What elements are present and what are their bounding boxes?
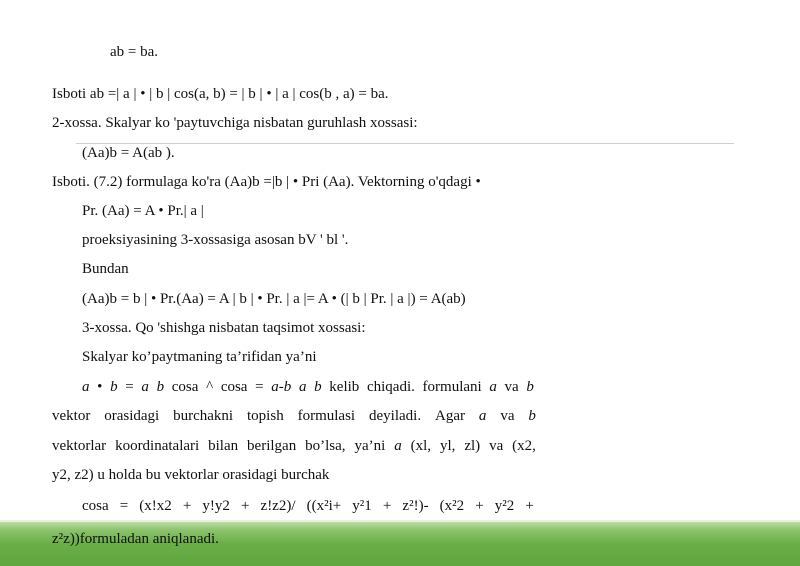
equation-projection: Pr. (Aa) = A • Pr.| a | [82,203,204,219]
word: • [97,379,103,395]
proof-projection: Isboti. (7.2) formulaga ko'ra (Aa)b =|b | • Pri (Aa). Vektorning o'qdagi • [52,174,481,190]
word: a [82,379,90,395]
word: bilan [208,438,239,454]
word: (x²2 [439,498,465,514]
word: b [526,379,534,395]
word: formulasi [297,408,356,424]
formula-cosa-coordinates [82,496,534,516]
word: cosa [82,498,109,514]
word: berilgan [247,438,297,454]
word: a [298,379,307,395]
text-formuladan: z²z))formuladan aniqlanadi. [52,531,219,547]
word: z²!)- [402,498,429,514]
word: (x!x2 [139,498,172,514]
word: z!z2)/ [260,498,296,514]
horizontal-divider [76,143,734,144]
word: ((x²i+ [306,498,342,514]
word: formulani [422,379,482,395]
word: b [156,379,165,395]
word: vektorlar [52,438,107,454]
equation-derivation: (Aa)b = b | • Pr.(Aa) = A | b | • Pr. | a |= A • (| b | Pr. | a |) = A(ab) [82,291,466,307]
word: va [489,438,504,454]
word: va [500,408,515,424]
word: (x2, [512,438,536,454]
word: ^ [206,379,214,395]
text-vektorlar-koordinatalari [52,436,536,456]
property-3-heading: 3-xossa. Qo 'shishga nisbatan taqsimot xossasi: [82,320,366,336]
word: orasidagi [104,408,160,424]
word: Agar [435,408,465,424]
word: + [382,498,392,514]
word: + [475,498,484,514]
word: a [394,438,402,454]
word: y²1 [352,498,372,514]
word: cosa [220,379,248,395]
word: = [125,379,134,395]
word: b [314,379,322,395]
word: y²2 [494,498,515,514]
word: bo’lsa, [305,438,346,454]
word: kelib [329,379,360,395]
word: koordinatalari [115,438,200,454]
word: + [240,498,250,514]
text-burchak: y2, z2) u holda bu vektorlar orasidagi burchak [52,467,330,483]
equation-ab-ba: ab = ba. [110,44,159,60]
word: a [478,408,487,424]
text-bundan: Bundan [82,261,129,277]
footer-highlight-line [0,520,800,522]
word: (xl, [410,438,432,454]
word: b [110,379,118,395]
word: chiqadi. [366,379,415,395]
proof-commutative: Isboti ab =| a | • | b | cos(a, b) = | b | • | a | cos(b , a) = ba. [52,86,389,102]
word: deyiladi. [369,408,422,424]
word: topish [247,408,284,424]
word: a [141,379,149,395]
word: zl) [464,438,481,454]
text-definition: Skalyar ko’paytmaning ta’rifidan ya’ni [82,349,317,365]
word: cosa [171,379,199,395]
word: b [528,408,536,424]
property-2-heading: 2-xossa. Skalyar ko 'paytuvchiga nisbatan guruhlash xossasi: [52,115,418,131]
word: y!y2 [202,498,230,514]
word: = [119,498,129,514]
word: yl, [439,438,456,454]
word: ya’ni [354,438,386,454]
word: a-b [271,379,292,395]
word: = [255,379,264,395]
text-vektor-orasidagi [52,406,536,426]
word: burchakni [173,408,234,424]
text-projection-property: proeksiyasining 3-xossasiga asosan bV ' bl '. [82,232,349,248]
word: va [504,379,519,395]
formula-line-cosa [82,377,534,397]
word: a [489,379,497,395]
word: + [525,498,534,514]
equation-aa-b: (Aa)b = A(ab ). [82,145,175,161]
word: vektor [52,408,91,424]
word: + [182,498,192,514]
